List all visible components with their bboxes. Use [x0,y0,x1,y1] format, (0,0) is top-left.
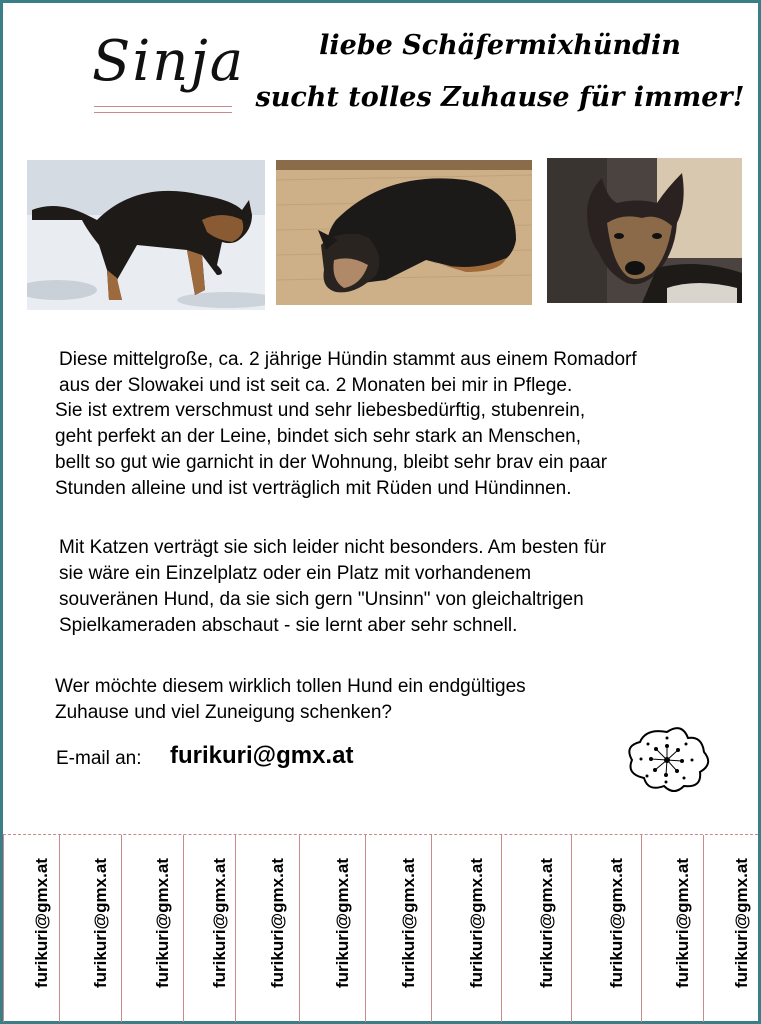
tear-off-tab[interactable] [299,835,366,1022]
tear-off-tab[interactable] [365,835,432,1022]
logo-text: Sinja [92,29,246,94]
tear-off-tab[interactable] [3,835,60,1022]
email-address[interactable]: furikuri@gmx.at [170,742,354,769]
dog-lying-on-mat-photo [276,160,532,305]
tab-email: furikuri@gmx.at [91,858,110,988]
text-line: Stunden alleine und ist verträglich mit Rüden und Hündinnen. [55,478,572,499]
tab-email: furikuri@gmx.at [268,858,287,988]
tab-email: furikuri@gmx.at [153,858,172,988]
tab-email: furikuri@gmx.at [537,858,556,988]
tear-off-tab[interactable] [703,835,759,1022]
dog-portrait-photo [547,158,742,303]
tab-email: furikuri@gmx.at [607,858,626,988]
tear-off-tab[interactable] [121,835,184,1022]
text-line: aus der Slowakei und ist seit ca. 2 Monaten bei mir in Pflege. [59,375,573,396]
text-line: Zuhause und viel Zuneigung schenken? [55,702,392,723]
text-line: Sie ist extrem verschmust und sehr liebesbedürftig, stubenrein, [55,400,586,421]
logo [92,22,246,118]
headline-line-2: sucht tolles Zuhause für immer! [255,82,745,113]
tab-email: furikuri@gmx.at [399,858,418,988]
tear-off-tab[interactable] [59,835,122,1022]
paragraph-cats [59,535,606,639]
tear-off-tab[interactable] [183,835,236,1022]
text-line: Diese mittelgroße, ca. 2 jährige Hündin stammt aus einem Romadorf [59,349,637,370]
tear-off-tab[interactable] [571,835,642,1022]
text-line: bellt so gut wie garnicht in der Wohnung, bleibt sehr brav ein paar [55,452,608,473]
tab-email: furikuri@gmx.at [32,858,51,988]
text-line: Wer möchte diesem wirklich tollen Hund ein endgültiges [55,676,526,697]
headline-line-1: liebe Schäfermixhündin [319,30,681,61]
text-line: souveränen Hund, da sie sich gern "Unsinn" von gleichaltrigen [59,589,584,610]
paragraph-origin [59,347,637,399]
email-label: E-mail an: [56,748,142,769]
tab-email: furikuri@gmx.at [333,858,352,988]
tab-email: furikuri@gmx.at [467,858,486,988]
text-line: Mit Katzen verträgt sie sich leider nicht besonders. Am besten für [59,537,607,558]
tear-off-tabs [3,834,758,1022]
tear-off-tab[interactable] [501,835,572,1022]
dog-in-snow-photo [27,160,265,310]
tear-off-tab[interactable] [431,835,502,1022]
logo-underline [94,106,232,107]
tear-off-tab[interactable] [235,835,300,1022]
tab-email: furikuri@gmx.at [210,858,229,988]
paragraph-appeal [55,674,526,726]
tear-off-tab[interactable] [641,835,704,1022]
tab-email: furikuri@gmx.at [731,858,751,988]
logo-underline [94,112,232,113]
paragraph-character [55,398,607,502]
text-line: geht perfekt an der Leine, bindet sich sehr stark an Menschen, [55,426,581,447]
text-line: Spielkameraden abschaut - sie lernt aber sehr schnell. [59,615,518,636]
flower-icon [622,724,712,794]
tab-email: furikuri@gmx.at [673,858,692,988]
text-line: sie wäre ein Einzelplatz oder ein Platz mit vorhandenem [59,563,532,584]
